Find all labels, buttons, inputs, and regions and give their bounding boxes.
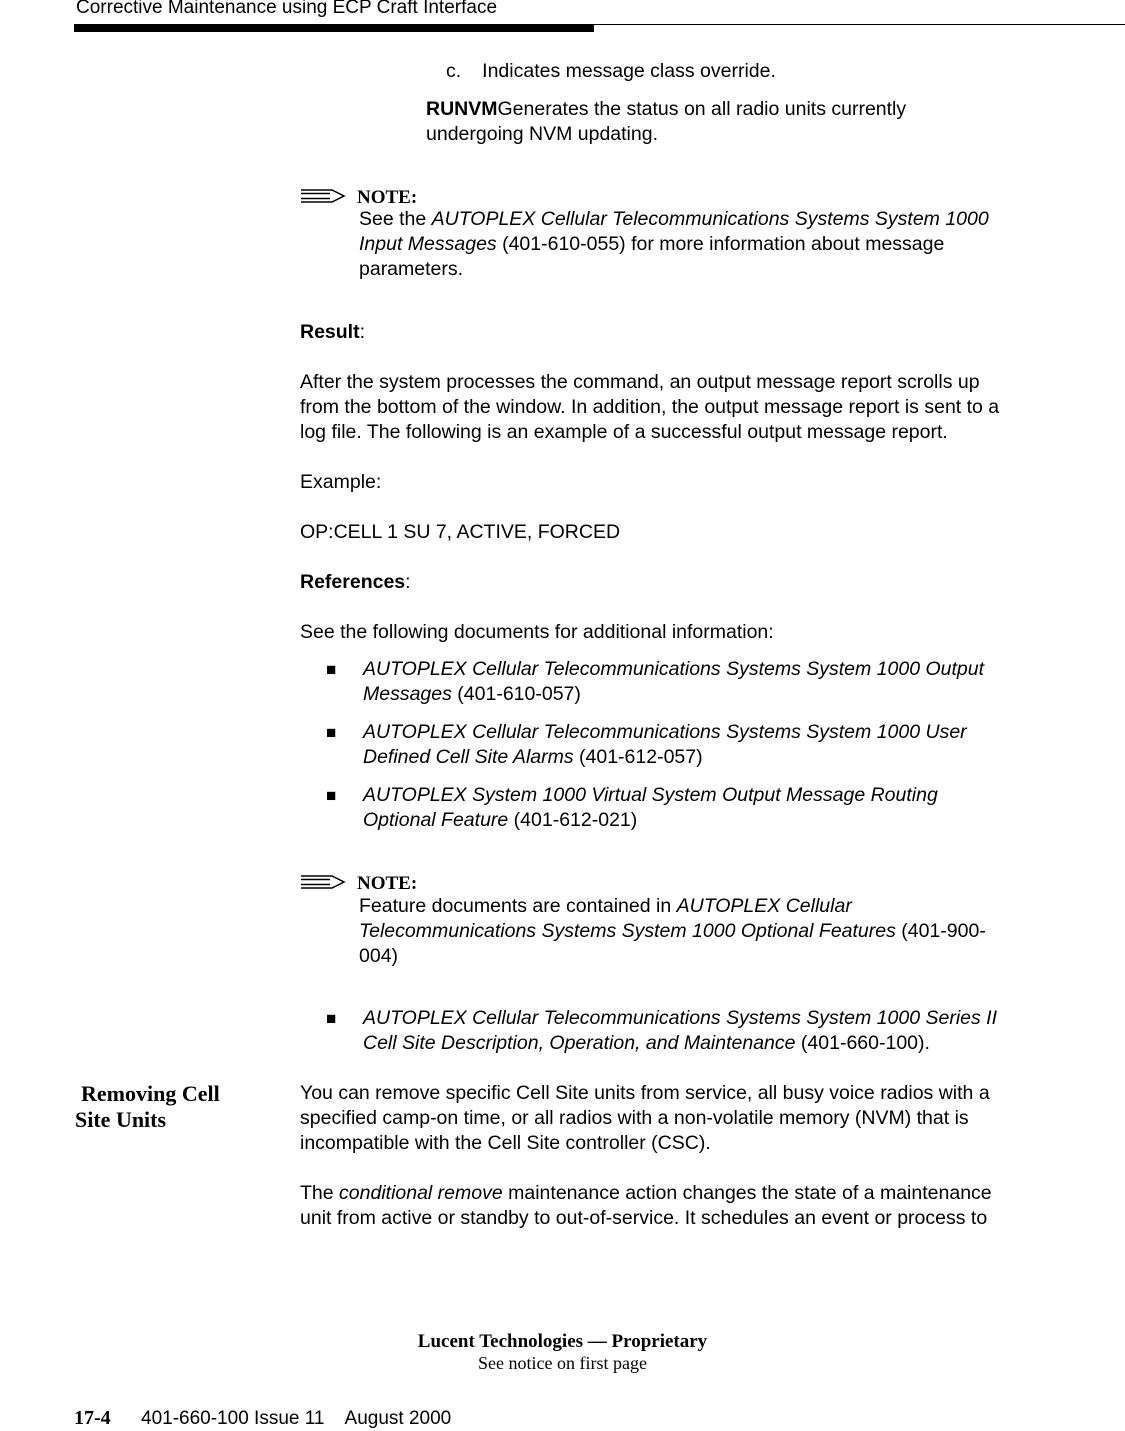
reference-title: AUTOPLEX Cellular Telecommunications Systems System 1000 Output bbox=[363, 658, 985, 680]
footer-notice: See notice on first page bbox=[478, 1353, 647, 1373]
example-text: OP:CELL 1 SU 7, ACTIVE, FORCED bbox=[300, 521, 621, 543]
list-item-c bbox=[446, 59, 776, 84]
reference-number: (401-612-021) bbox=[508, 809, 638, 831]
footer-company: Lucent Technologies — Proprietary bbox=[417, 1331, 708, 1352]
removing-paragraph-2 bbox=[300, 1181, 1060, 1231]
note-1-text-rest: (401-610-055) for more information about message bbox=[496, 233, 945, 255]
references-heading bbox=[300, 570, 411, 595]
header-bar bbox=[74, 24, 594, 32]
footer-issue: 401-660-100 Issue 11 August 2000 bbox=[141, 1408, 452, 1429]
list-marker: c. bbox=[446, 60, 462, 82]
reference-item bbox=[363, 783, 1053, 833]
reference-item bbox=[363, 657, 1053, 707]
paragraph-emphasis: conditional remove bbox=[339, 1182, 503, 1204]
runvm-text-line2: undergoing NVM updating. bbox=[426, 123, 658, 145]
note-1-doc-title: AUTOPLEX Cellular Telecommunications Systems System 1000 bbox=[431, 208, 989, 230]
result-paragraph bbox=[300, 370, 1060, 445]
paragraph-text: maintenance action changes the state of a maintenance bbox=[502, 1182, 992, 1204]
paragraph-line: specified camp-on time, or all radios with a non-volatile memory (NVM) that is bbox=[300, 1107, 969, 1129]
section-side-heading bbox=[75, 1081, 275, 1133]
header-rule bbox=[594, 24, 1125, 25]
reference-item bbox=[363, 1006, 1053, 1056]
result-paragraph-line: After the system processes the command, an output message report scrolls up bbox=[300, 371, 980, 393]
note-1-text-end: parameters. bbox=[359, 258, 464, 280]
reference-number: (401-612-057) bbox=[573, 746, 703, 768]
reference-title: AUTOPLEX Cellular Telecommunications Systems System 1000 Series II bbox=[363, 1007, 998, 1029]
reference-number: (401-660-100). bbox=[795, 1032, 930, 1054]
list-item-text: Indicates message class override. bbox=[482, 60, 776, 82]
page-number: 17-4 bbox=[74, 1407, 111, 1429]
result-heading-text: Result bbox=[300, 321, 360, 343]
reference-title: AUTOPLEX Cellular Telecommunications Systems System 1000 User bbox=[363, 721, 967, 743]
reference-number: (401-610-057) bbox=[451, 683, 581, 705]
references-intro: See the following documents for additional information: bbox=[300, 621, 774, 643]
bullet-icon: ■ bbox=[326, 723, 337, 742]
bullet-icon: ■ bbox=[326, 1009, 337, 1028]
note-2-doc-title: AUTOPLEX Cellular bbox=[676, 895, 852, 917]
note-2-text-rest: (401-900- bbox=[895, 920, 986, 942]
reference-title: AUTOPLEX System 1000 Virtual System Output Message Routing bbox=[363, 784, 938, 806]
runvm-definition bbox=[426, 97, 1066, 147]
reference-title-cont: Messages bbox=[363, 683, 452, 705]
note-1-text-pre: See the bbox=[359, 208, 432, 230]
reference-item bbox=[363, 720, 1053, 770]
note-1-text bbox=[359, 207, 1059, 282]
reference-title-cont: Defined Cell Site Alarms bbox=[363, 746, 574, 768]
note-label: NOTE: bbox=[357, 873, 418, 894]
bullet-icon: ■ bbox=[326, 786, 337, 805]
result-paragraph-line: from the bottom of the window. In addition, the output message report is sent to a bbox=[300, 396, 1000, 418]
note-2-text-end: 004) bbox=[359, 945, 399, 967]
side-heading-line2: Site Units bbox=[75, 1107, 167, 1132]
reference-title-cont: Optional Feature bbox=[363, 809, 509, 831]
note-label: NOTE: bbox=[357, 187, 418, 208]
paragraph-text: The bbox=[300, 1182, 340, 1204]
running-header-title: Corrective Maintenance using ECP Craft Interface bbox=[76, 0, 498, 18]
note-2-text bbox=[359, 894, 1059, 969]
paragraph-line: unit from active or standby to out-of-service. It schedules an event or process to bbox=[300, 1207, 988, 1229]
bullet-icon: ■ bbox=[326, 660, 337, 679]
runvm-term: RUNVM bbox=[426, 98, 498, 120]
note-icon bbox=[300, 874, 346, 890]
references-heading-text: References bbox=[300, 571, 406, 593]
result-heading bbox=[300, 320, 365, 345]
removing-paragraph-1 bbox=[300, 1081, 1060, 1156]
example-label: Example: bbox=[300, 471, 382, 493]
paragraph-line: You can remove specific Cell Site units from service, all busy voice radios with a bbox=[300, 1082, 990, 1104]
reference-title-cont: Cell Site Description, Operation, and Maintenance bbox=[363, 1032, 796, 1054]
note-2-doc-title-cont: Telecommunications Systems System 1000 Optional Features bbox=[359, 920, 896, 942]
paragraph-line: incompatible with the Cell Site controller (CSC). bbox=[300, 1132, 711, 1154]
side-heading-line1: Removing Cell bbox=[81, 1081, 220, 1106]
note-icon bbox=[300, 188, 346, 204]
references-colon: : bbox=[405, 571, 411, 593]
runvm-text-line1: Generates the status on all radio units currently bbox=[497, 98, 907, 120]
result-paragraph-line: log file. The following is an example of a successful output message report. bbox=[300, 421, 948, 443]
note-2-text-pre: Feature documents are contained in bbox=[359, 895, 677, 917]
note-1-doc-title-cont: Input Messages bbox=[359, 233, 497, 255]
result-colon: : bbox=[359, 321, 366, 343]
